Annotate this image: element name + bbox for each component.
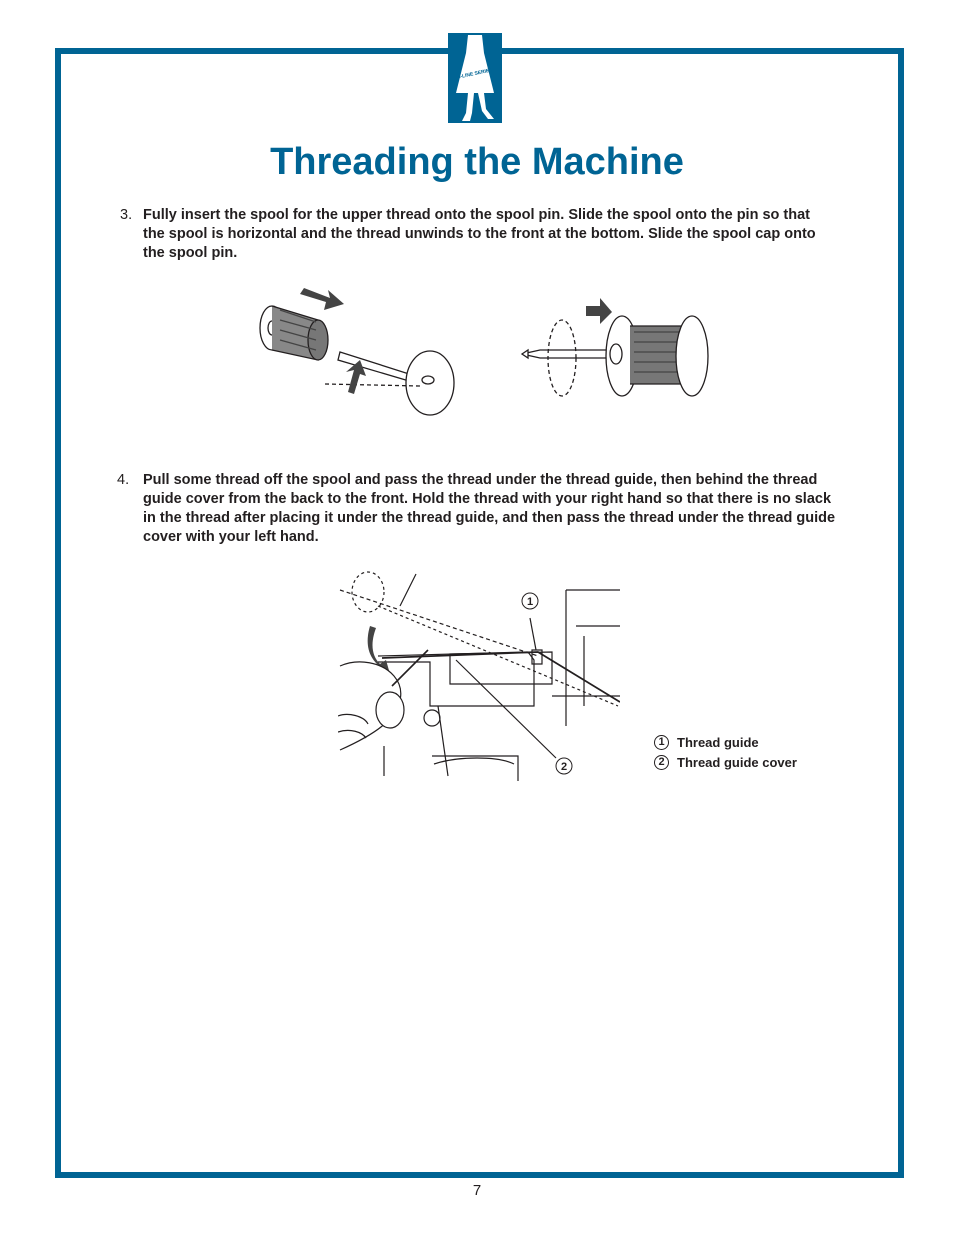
spool-illustration: [250, 280, 720, 420]
legend-number: 2: [654, 755, 669, 770]
step-number: 4.: [117, 472, 130, 488]
step-text: Fully insert the spool for the upper thread onto the spool pin. Slide the spool onto the pin so that the spool is horizontal and the thread unwinds to the front at the bottom. Slide the spool cap onto the spool pin.: [143, 207, 816, 261]
callout-2: 2: [560, 761, 568, 773]
step-4: [117, 471, 847, 547]
step-text: Pull some thread off the spool and pass the thread under the thread guide, then behind the thread guide cover from the back to the front. Hold the thread with your right hand so that there is no slack in the thread after placing it under the thread guide, and then pass the thread under the thread guide cover with your left hand.: [143, 472, 836, 545]
brand-logo: [448, 33, 502, 123]
thread-guide-illustration: [338, 566, 620, 781]
legend-number: 1: [654, 735, 669, 750]
legend-item: [654, 752, 797, 772]
logo-text: A-LINE SERIES: [456, 67, 494, 81]
legend-item: [654, 732, 797, 752]
legend-label: Thread guide: [677, 734, 759, 750]
figure-legend: [654, 732, 797, 772]
step-number: 3.: [120, 207, 133, 223]
step-3: [120, 206, 840, 263]
page-title: Threading the Machine: [270, 141, 684, 183]
legend-label: Thread guide cover: [677, 754, 797, 770]
page-number: 7: [472, 1182, 482, 1199]
callout-1: 1: [526, 596, 534, 608]
